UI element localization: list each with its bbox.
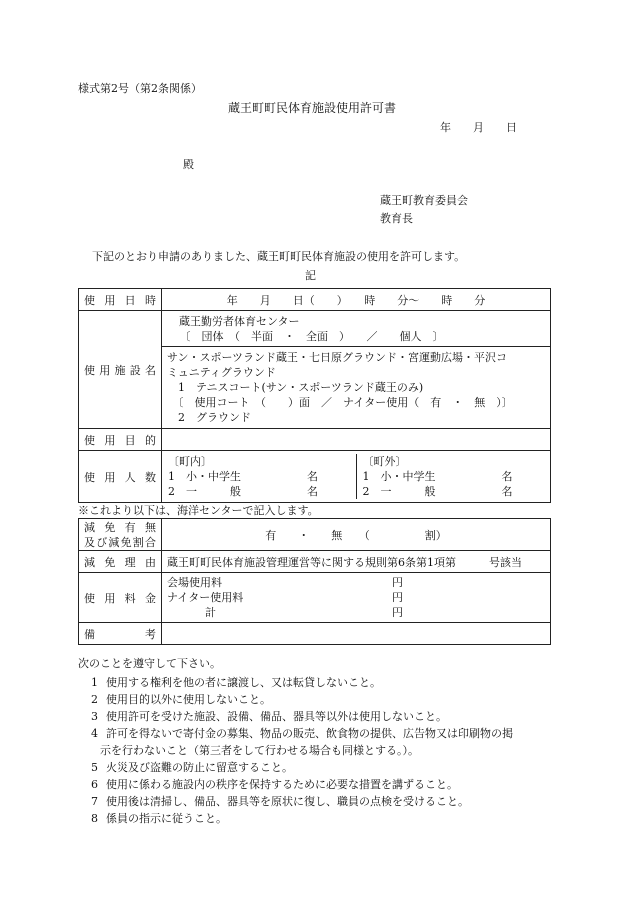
town-out-row: 2 一 般 名 [362,485,513,498]
purpose-field[interactable] [162,429,551,451]
remarks-label: 備考 [79,623,162,645]
rule-item [78,810,513,827]
facility-line: 蔵王勤労者体育センター [179,315,300,328]
rule-item [78,708,513,725]
permit-table [78,288,551,503]
rule-number: 4 [91,727,98,740]
rules-list [78,674,513,827]
rule-text: 使用する権利を他の者に譲渡し、又は転貸しないこと。 [106,676,381,689]
exempt-value[interactable]: 有 ・ 無 （ 割） [162,519,551,551]
fee-row [79,573,551,623]
date-line: 年 月 日 [440,121,517,134]
people-label: 使用人数 [79,451,162,503]
fee-cell[interactable] [162,573,551,623]
facility-line: 〔 使用コート （ ）面 ／ ナイター使用（ 有 ・ 無 ）〕 [167,396,513,409]
fee-label: 使用料金 [79,573,162,623]
document-title: 蔵王町町民体育施設使用許可書 [228,101,397,115]
rule-text: 火災及び盗難の防止に留意すること。 [106,761,293,774]
intro-text: 下記のとおり申請のありました、蔵王町町民体育施設の使用を許可します。 [92,250,466,263]
fee-item-name: 計 [205,606,216,619]
ki-heading: 記 [305,269,316,282]
rule-text: 使用に係わる施設内の秩序を保持するために必要な措置を講ずること。 [106,778,458,791]
fee-item-name: 会場使用料 [167,576,222,589]
fee-item-unit: 円 [392,591,403,604]
remarks-field[interactable] [162,623,551,645]
fee-item [167,575,545,590]
rule-item [78,725,513,742]
rule-number: 1 [91,676,98,689]
rule-number: 6 [91,778,98,791]
form-number: 様式第2号（第2条関係） [78,82,202,95]
town-in-heading: 〔町内〕 [168,455,212,468]
rule-text: 使用後は清掃し、備品、器具等を原状に復し、職員の点検を受けること。 [106,795,469,808]
issuer-org: 蔵王町教育委員会 [380,194,468,207]
facility-line: 1 テニスコート(サン・スポーツランド蔵王のみ) [167,381,424,394]
exempt-row [79,519,551,551]
use-date-label: 使用日時 [79,289,162,311]
rule-item [78,742,513,759]
facility-label: 使用施設名 [79,311,162,429]
facility-line: ミュニティグラウンド [167,366,276,379]
town-out-block[interactable] [356,454,551,499]
rule-text: 許可を得ないで寄付金の募集、物品の販売、飲食物の提供、広告物又は印刷物の掲 [106,727,513,740]
rules-heading: 次のことを遵守して下さい。 [78,657,221,670]
use-date-row [79,289,551,311]
fee-item-name: ナイター使用料 [167,591,244,604]
people-row [79,451,551,503]
office-table [78,518,551,645]
town-out-heading: 〔町外〕 [362,455,407,468]
fee-item [167,605,545,620]
fee-item-unit: 円 [392,606,403,619]
facility-line: 2 グラウンド [167,411,251,424]
exempt-label [79,519,162,551]
marine-center-note: ※これより以下は、海洋センターで記入します。 [78,504,319,517]
rule-text: 係員の指示に従うこと。 [106,812,227,825]
reason-row [79,551,551,573]
purpose-label: 使用目的 [79,429,162,451]
reason-value[interactable]: 蔵王町町民体育施設管理運営等に関する規則第6条第1項第 号該当 [162,551,551,573]
rule-text: 使用許可を受けた施設、設備、備品、器具等以外は使用しないこと。 [106,710,447,723]
issuer-position: 教育長 [380,212,413,225]
rule-number: 5 [91,761,98,774]
rule-item [78,759,513,776]
addressee-suffix: 殿 [183,158,194,171]
rule-number [78,742,100,759]
purpose-row [79,429,551,451]
rule-item [78,793,513,810]
exempt-label-1: 減免有無 [84,520,156,534]
rule-number: 2 [91,693,98,706]
people-cell [162,451,551,503]
rule-item [78,691,513,708]
rule-text: 示を行わないこと（第三者をして行わせる場合も同様とする。）。 [100,744,419,757]
facility-row [79,311,551,429]
town-out-row: 1 小・中学生 名 [362,470,513,483]
rule-number: 8 [91,812,98,825]
rule-item [78,674,513,691]
rule-number: 3 [91,710,98,723]
town-in-block[interactable] [162,454,356,499]
town-in-row: 1 小・中学生 名 [168,470,318,483]
rule-text: 使用目的以外に使用しないこと。 [106,693,271,706]
remarks-row [79,623,551,645]
fee-item-unit: 円 [392,576,403,589]
exempt-label-2: 及び減免割合 [84,535,156,549]
use-date-value[interactable]: 年 月 日（ ） 時 分～ 時 分 [162,289,551,311]
facility-cell[interactable] [162,311,551,429]
town-in-row: 2 一 般 名 [168,485,318,498]
rule-number: 7 [91,795,98,808]
reason-label: 減免理由 [79,551,162,573]
facility-line: サン・スポーツランド蔵王・七日原グラウンド・宮運動広場・平沢コ [167,351,508,364]
facility-line: 〔 団体 （ 半面 ・ 全面 ） ／ 個人 〕 [162,329,550,347]
fee-item [167,590,545,605]
rule-item [78,776,513,793]
